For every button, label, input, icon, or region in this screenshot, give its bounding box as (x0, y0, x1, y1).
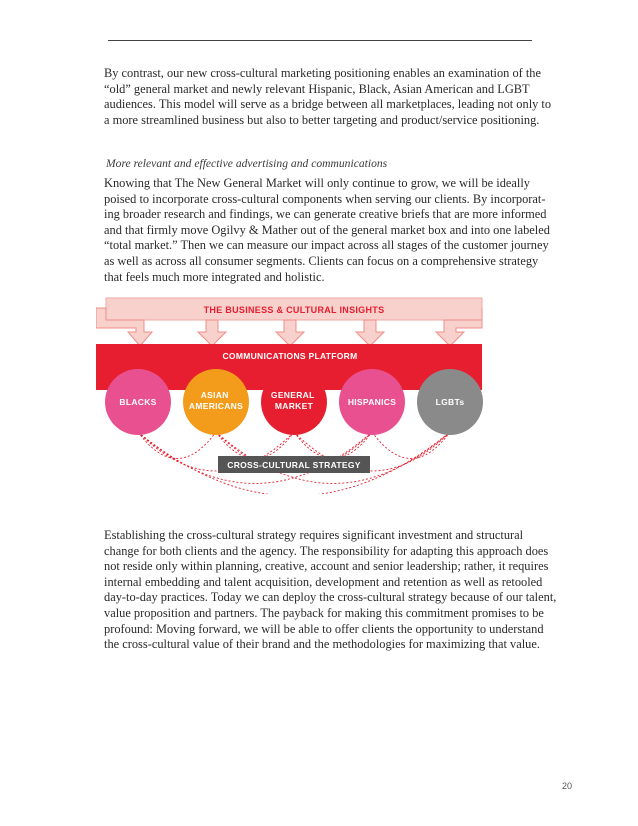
text-line: Establishing the cross-cultural strategy requires significant investment and structural (104, 528, 524, 542)
paragraph-intro (104, 66, 552, 128)
cross-cultural-diagram (96, 294, 486, 494)
text-line: day-to-day practices. Today we can deploy the cross-cultural strategy because of our talent, (104, 590, 557, 605)
text-line: profound: Moving forward, we will be able to offer clients the opportunity to understand (104, 621, 544, 636)
segment-general-market (261, 369, 327, 435)
connection-arc (294, 432, 372, 458)
connection-arc (372, 432, 450, 458)
insights-label: THE BUSINESS & CULTURAL INSIGHTS (203, 305, 385, 315)
strategy-label: CROSS-CULTURAL STRATEGY (227, 460, 361, 470)
segment-blacks (105, 369, 171, 435)
segment-asian-americans (183, 369, 249, 435)
segment-label (436, 397, 465, 407)
segment-label (119, 397, 156, 407)
segment-label-line: BLACKS (119, 397, 157, 407)
page-number: 20 (562, 781, 573, 791)
arrow-2 (198, 320, 226, 346)
section-subheading: More relevant and effective advertising and communications (106, 157, 388, 170)
arrow-3 (276, 320, 304, 346)
text-line: “old” general market and newly relevant Hispanic, Black, Asian American and LGBT (104, 81, 530, 96)
segment-label-line: LGBTs (435, 397, 465, 407)
segment-label-line: AMERICANS (188, 401, 244, 411)
segment-hispanics (339, 369, 405, 435)
segment-label (271, 390, 317, 411)
connection-arc (138, 432, 216, 458)
text-line: change for both clients and the agency. The responsibility for adapting this approach does (104, 543, 549, 558)
segment-label-line: ASIAN (200, 390, 229, 400)
text-line: Knowing that The New General Market will only continue to grow, we will be ideally (104, 176, 530, 190)
text-line: and that firmly move Ogilvy & Mather out of the general market box and into one labeled (104, 222, 550, 237)
text-line: value proposition and partners. The payback for making this commitment promises to be (104, 605, 544, 620)
text-line: that feels much more integrated and holistic. (104, 269, 325, 284)
segment-lgbts (417, 369, 483, 435)
top-rule (108, 40, 532, 41)
text-line: By contrast, our new cross-cultural marketing positioning enables an examination of the (104, 66, 541, 80)
text-line: the cross-cultural value of their brand and the methodologies for maximizing that value. (104, 637, 540, 652)
text-line: not reside only within planning, creative, account and senior leadership; rather, it requires (104, 559, 549, 574)
text-line: “total market.” Then we can measure our impact across all stages of the customer journey (104, 238, 549, 253)
text-line: internal embedding and talent acquisition, development and retention as well as retooled (104, 574, 543, 589)
platform-label: COMMUNICATIONS PLATFORM (222, 351, 358, 361)
text-line: a more streamlined business but also to better targeting and product/service positioning. (104, 112, 540, 127)
segment-label-line: HISPANICS (347, 397, 397, 407)
arrow-4 (356, 320, 384, 346)
text-line: ing broader research and findings, we can generate creative briefs that are more informed (104, 207, 547, 222)
paragraph-strategy (104, 528, 557, 653)
paragraph-advertising (104, 176, 550, 285)
segment-label (348, 397, 396, 407)
connection-arc (216, 432, 294, 458)
text-line: as well as across all consumer segments. Clients can focus on a comprehensive strategy (104, 253, 539, 268)
segment-label-line: GENERAL (270, 390, 315, 400)
text-line: poised to incorporate cross-cultural components when serving our clients. By incorporat- (104, 191, 546, 206)
segment-label-line: MARKET (274, 401, 314, 411)
text-line: audiences. This model will serve as a bridge between all marketplaces, leading not only to (104, 97, 552, 112)
